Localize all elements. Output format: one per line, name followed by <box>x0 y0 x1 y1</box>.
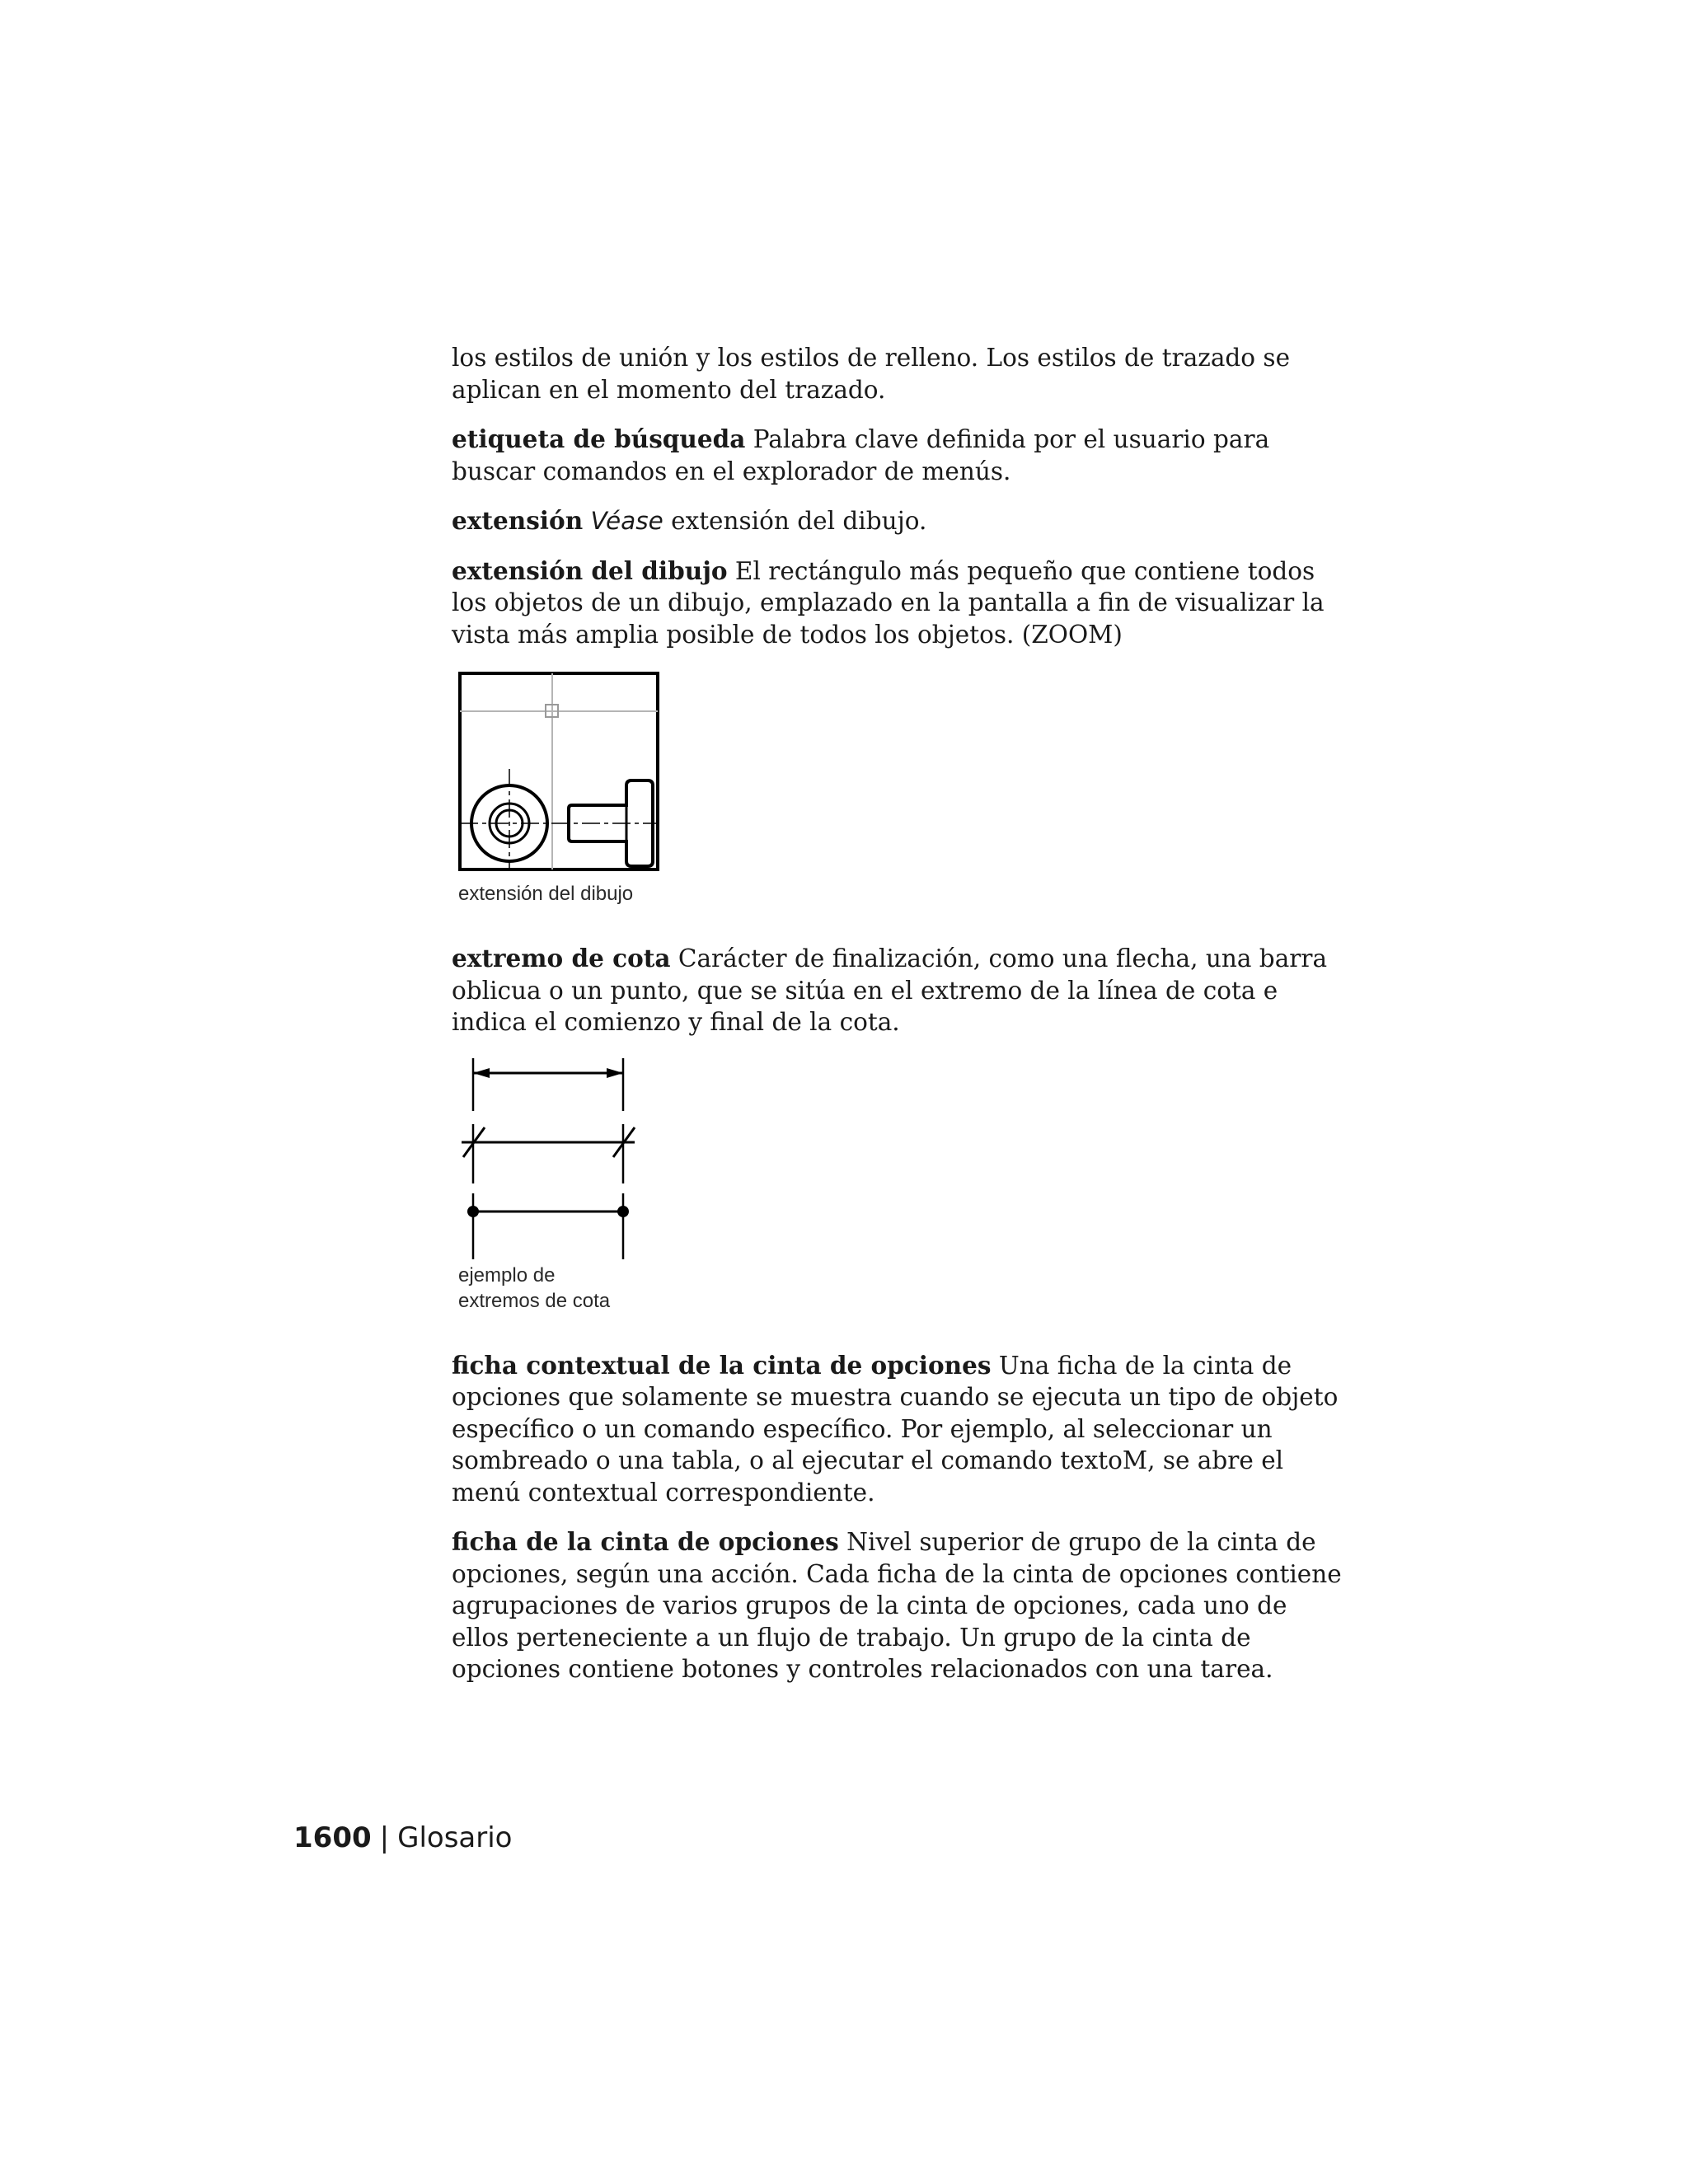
section-name: Glosario <box>397 1821 513 1854</box>
entry-term: extensión <box>452 506 584 535</box>
glossary-entry-ficha-de-la-cinta <box>452 1526 1342 1685</box>
entry-text: El rectángulo más pequeño que contiene todos los objetos de un dibujo, emplazado en la pantalla a fin de visualizar la vista más amplia posible de todos los objetos. (ZOOM) <box>452 556 1325 649</box>
figure-caption <box>458 1263 1342 1314</box>
entry-text: Una ficha de la cinta de opciones que solamente se muestra cuando se ejecuta un tipo de objeto específico o un comando específico. Por ejemplo, al seleccionar un sombreado o una tabla, o al ejecutar el comando textoM, se abre el menú contextual correspondiente. <box>452 1351 1339 1507</box>
glossary-entry-extremo-de-cota <box>452 943 1342 1038</box>
drawing-extents-figure <box>458 672 1342 907</box>
page-footer <box>293 1821 512 1854</box>
dimension-ends-figure <box>458 1058 1342 1314</box>
entry-term: ficha contextual de la cinta de opciones <box>452 1350 992 1380</box>
entry-text: Nivel superior de grupo de la cinta de opciones, según una acción. Cada ficha de la cinta de opciones contiene agrupaciones de varios grupos de la cinta de opciones, cada uno de ellos perteneciente a un flujo de trabajo. Un grupo de la cinta de opciones contiene botones y controles relacionados con una tarea. <box>452 1528 1342 1683</box>
glossary-entry-continuation <box>452 342 1342 405</box>
glossary-entry-extension-del-dibujo <box>452 555 1342 651</box>
figure-caption-line: ejemplo de <box>458 1263 556 1286</box>
glossary-entry-etiqueta-de-busqueda <box>452 424 1342 487</box>
figure-caption-line: extremos de cota <box>458 1289 611 1312</box>
page-number: 1600 <box>293 1821 372 1854</box>
glossary-content <box>452 342 1342 1704</box>
figure-caption: extensión del dibujo <box>458 883 634 905</box>
glossary-entry-extension <box>452 505 1342 537</box>
entry-text: Carácter de finalización, como una flecha, una barra oblicua o un punto, que se sitúa en el extremo de la línea de cota e indica el comienzo y final de la cota. <box>452 944 1328 1036</box>
entry-text: Palabra clave definida por el usuario para buscar comandos en el explorador de menús. <box>452 425 1270 485</box>
entry-term: extensión del dibujo <box>452 555 728 585</box>
drawing-extents-illustration <box>458 672 673 876</box>
entry-text: extensión del dibujo. <box>663 507 927 535</box>
glossary-entry-ficha-contextual <box>452 1350 1342 1509</box>
dimension-ends-illustration <box>458 1058 656 1264</box>
see-reference: Véase <box>590 507 663 535</box>
entry-term: ficha de la cinta de opciones <box>452 1527 839 1556</box>
footer-separator: | <box>379 1821 390 1854</box>
entry-text: los estilos de unión y los estilos de relleno. Los estilos de trazado se aplican en el momento del trazado. <box>452 344 1291 404</box>
entry-term: etiqueta de búsqueda <box>452 424 746 453</box>
entry-term: extremo de cota <box>452 944 671 972</box>
